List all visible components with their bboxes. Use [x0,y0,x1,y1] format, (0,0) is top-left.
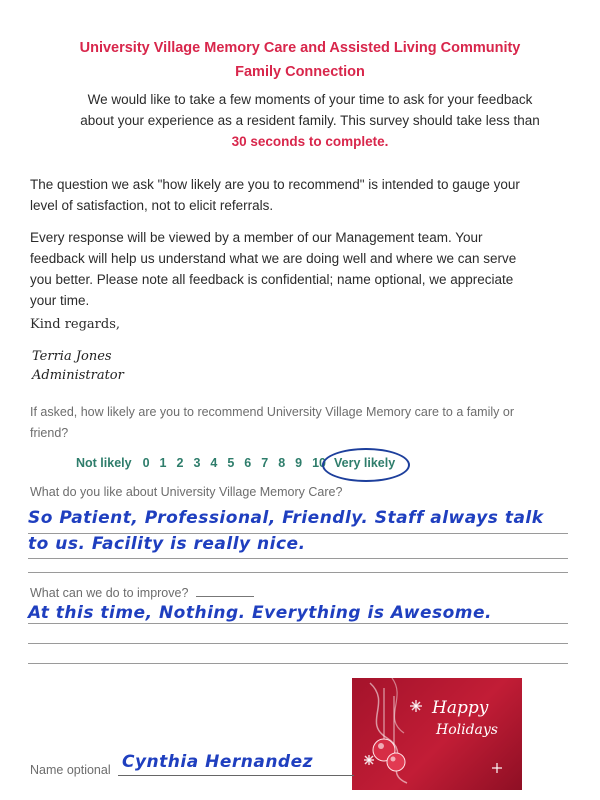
confidentiality-paragraph [30,227,580,311]
improve-blank [196,596,254,597]
selection-circle-mark [322,448,410,482]
improve-question-label: What can we do to improve? [30,586,189,600]
answer-rule [28,643,568,644]
answer-rule [28,533,568,534]
intro-line: about your experience as a resident family. This survey should take less than [80,113,540,128]
purpose-paragraph [30,174,580,216]
scale-low-label: Not likely [76,456,132,470]
survey-title: University Village Memory Care and Assisted Living Community [79,40,521,56]
improve-answer: At this time, Nothing. Everything is Awesome. [28,603,492,623]
answer-rule [28,572,568,573]
scale-option-8[interactable]: 8 [278,456,286,470]
paragraph-line: you better. Please note all feedback is confidential; name optional, we appreciate [30,272,514,287]
signer-name: Terria Jones [32,349,112,364]
answer-rule [28,558,568,559]
likes-question: What do you like about University Village Memory Care? [30,485,343,499]
scale-option-1[interactable]: 1 [159,456,167,470]
scale-high-label: Very likely [334,456,396,470]
scale-option-3[interactable]: 3 [193,456,201,470]
holiday-card-image [352,678,522,790]
scale-option-7[interactable]: 7 [261,456,269,470]
paragraph-line: your time. [30,293,90,308]
name-field-value[interactable]: Cynthia Hernandez [122,752,314,772]
survey-subtitle: Family Connection [235,64,365,80]
signer-role: Administrator [32,368,124,383]
name-field-label: Name optional [30,763,111,777]
scale-option-0[interactable]: 0 [142,456,150,470]
intro-time-note: 30 seconds to complete. [231,134,389,149]
answer-rule [28,663,568,664]
question-line: If asked, how likely are you to recommend University Village Memory care to a family or [30,405,514,419]
scale-option-5[interactable]: 5 [227,456,235,470]
paragraph-line: Every response will be viewed by a member of our Management team. Your [30,230,483,245]
scale-option-2[interactable]: 2 [176,456,184,470]
question-line: friend? [30,426,69,440]
improve-question [30,583,254,604]
recommend-scale [76,453,401,473]
likes-answer-line-2: to us. Facility is really nice. [28,534,306,554]
scale-option-9[interactable]: 9 [295,456,303,470]
scale-option-10[interactable]: 10 [312,456,327,470]
recommend-question [30,402,580,444]
intro-line: We would like to take a few moments of your time to ask for your feedback [87,92,533,107]
paragraph-line: feedback will help us understand what we are doing well and where we can serve [30,251,517,266]
likes-answer-line-1: So Patient, Professional, Friendly. Staff always talk [28,508,544,528]
scale-option-6[interactable]: 6 [244,456,252,470]
card-happy-text: Happy [432,698,489,718]
scale-high-option[interactable] [328,456,401,470]
paragraph-line: level of satisfaction, not to elicit referrals. [30,198,274,213]
closing-regards: Kind regards, [30,317,121,332]
intro-text [40,89,580,152]
card-holidays-text: Holidays [436,722,498,738]
paragraph-line: The question we ask "how likely are you to recommend" is intended to gauge your [30,177,520,192]
name-field-underline [118,775,354,776]
scale-option-4[interactable]: 4 [210,456,218,470]
answer-rule [28,623,568,624]
